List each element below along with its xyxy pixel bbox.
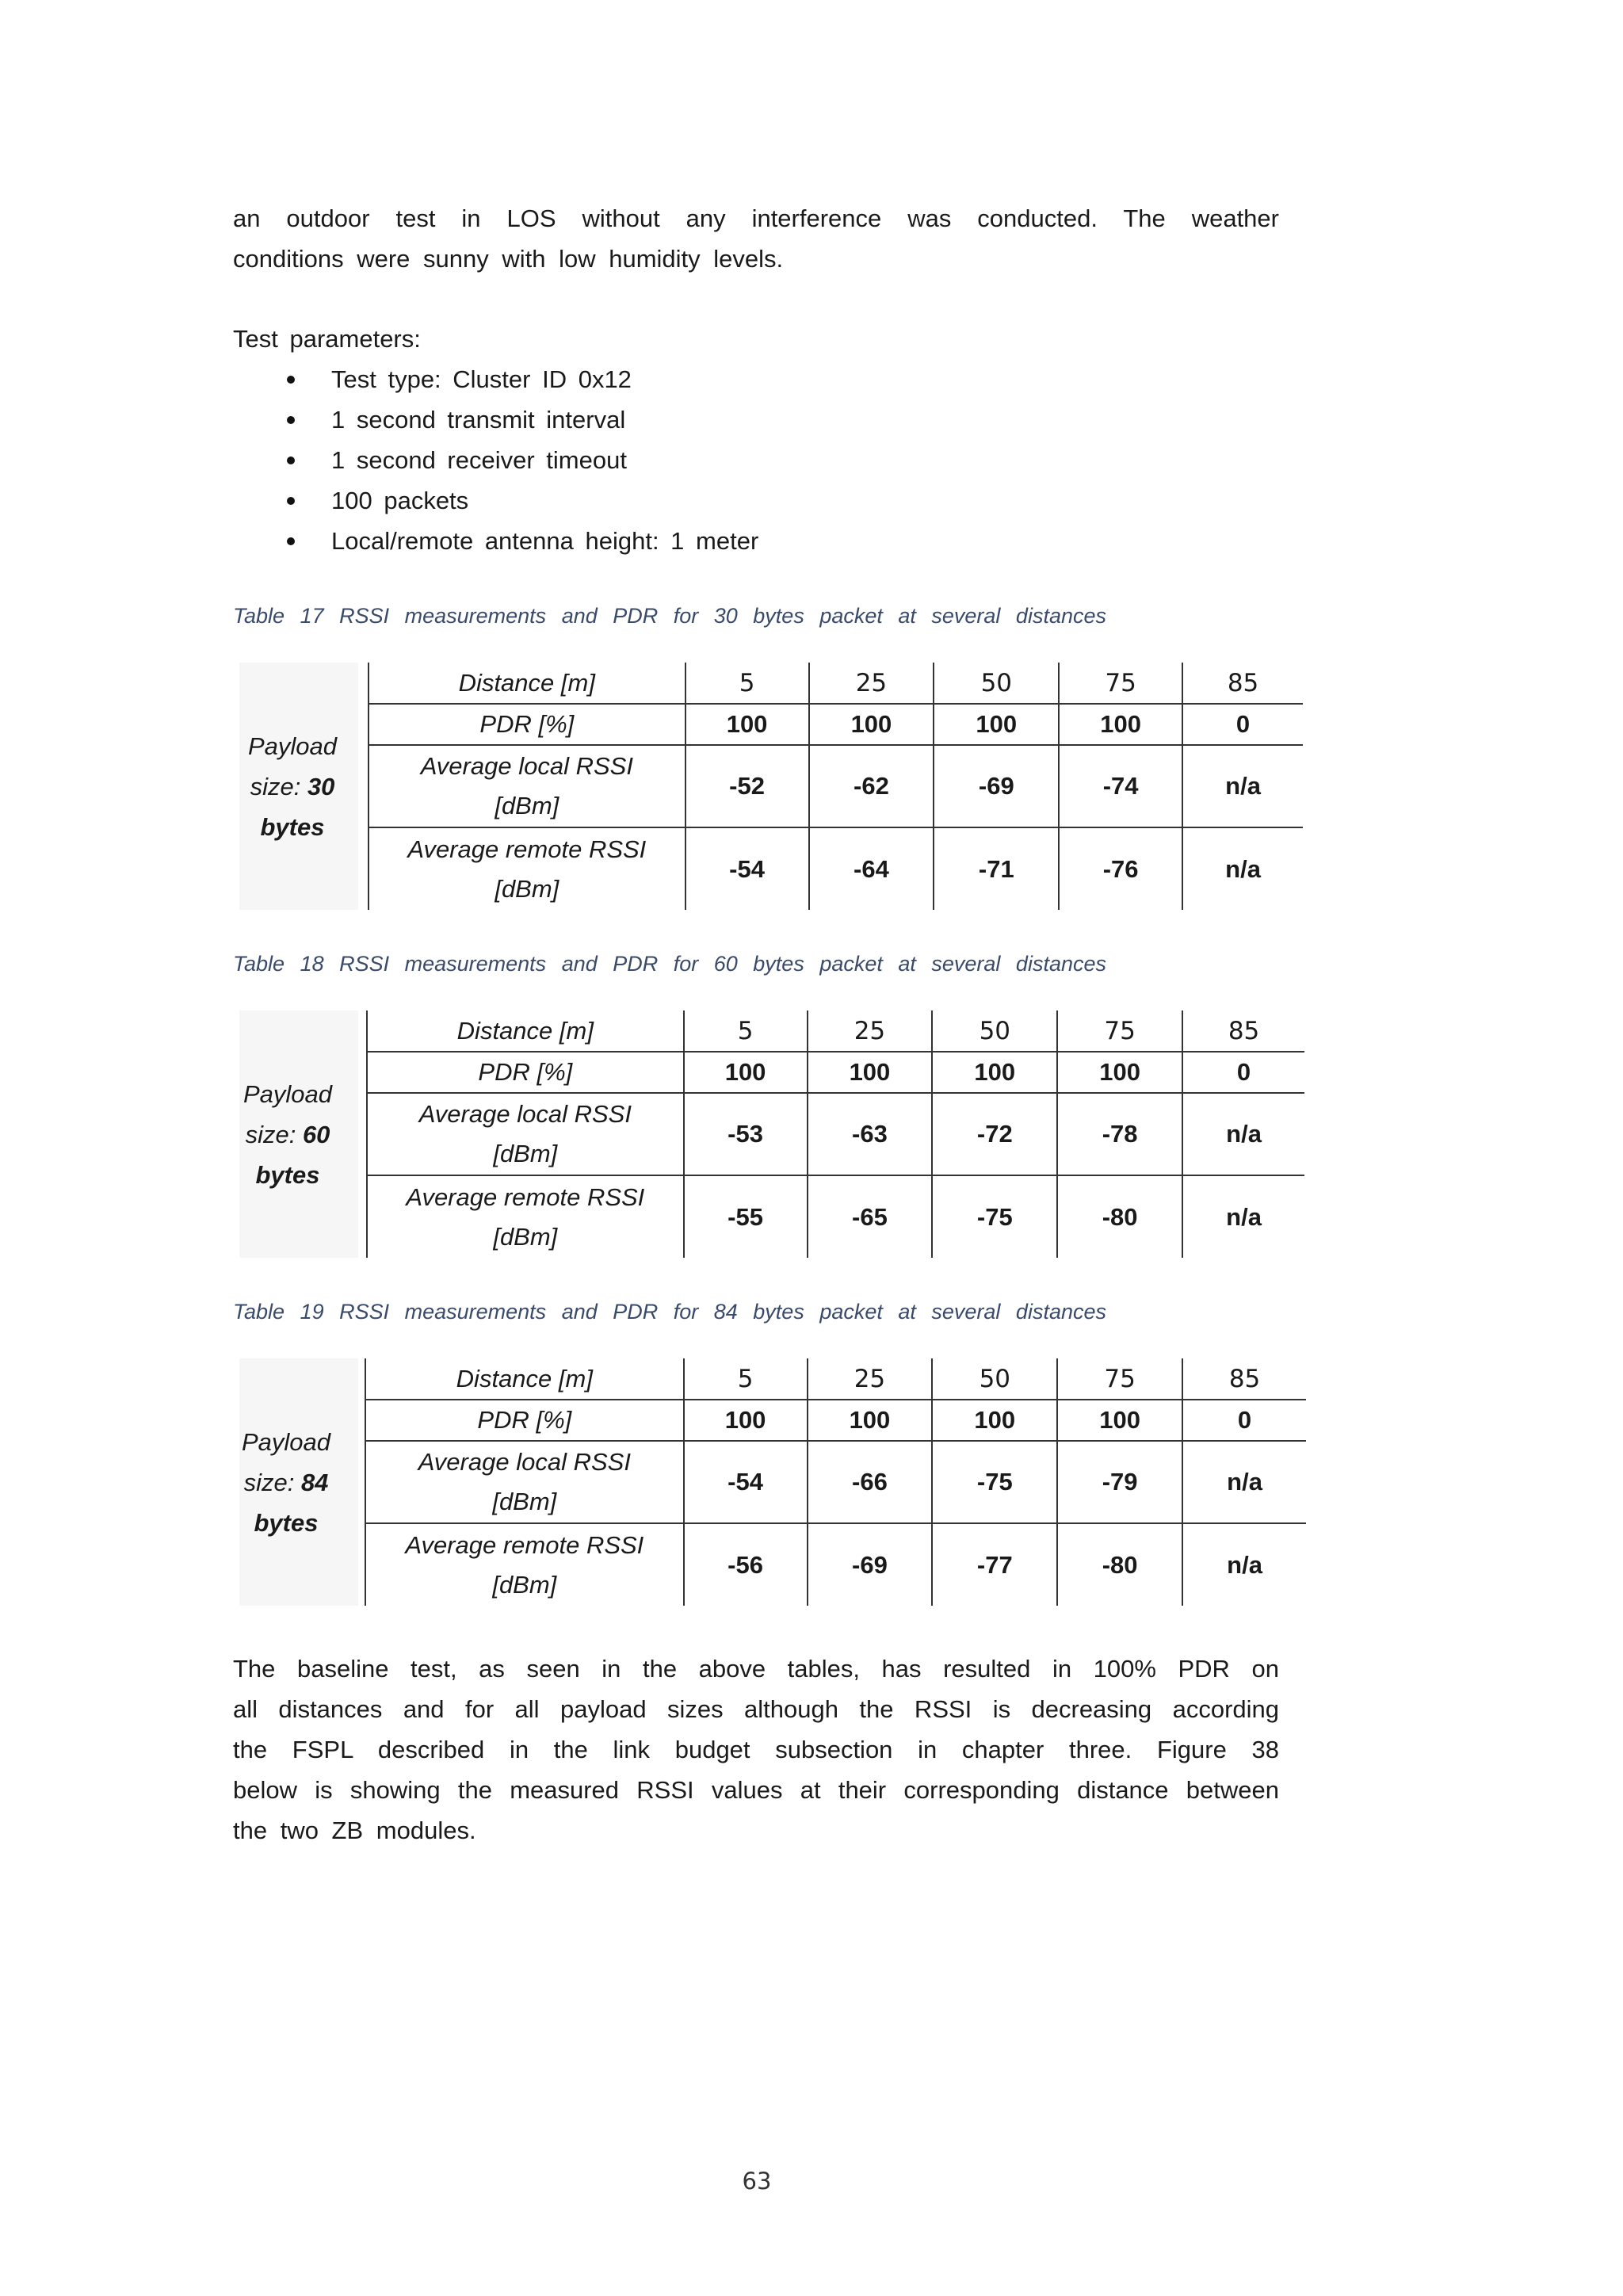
test-parameters-heading: Test parameters:: [233, 325, 421, 353]
table-row: Average remote RSSI [dBm] -56 -69 -77 -80 n/a: [365, 1523, 1306, 1606]
bullet-icon: [287, 457, 295, 464]
list-item: Test type: Cluster ID 0x12: [233, 359, 758, 399]
table-caption: Table 19 RSSI measurements and PDR for 84 bytes packet at several distances: [233, 1300, 1106, 1324]
table-row: Average local RSSI [dBm] -53 -63 -72 -78 n/a: [367, 1093, 1304, 1175]
intro-paragraph: [233, 198, 1279, 279]
table-row: PDR [%] 100 100 100 100 0: [367, 1052, 1304, 1093]
measurement-table: [366, 1010, 1304, 1258]
conclusion-paragraph: [233, 1648, 1279, 1851]
measurement-table-19: [233, 1358, 1303, 1606]
measurement-table-17: [233, 663, 1303, 910]
table-row: PDR [%] 100 100 100 100 0: [365, 1400, 1306, 1441]
conclusion-line-3: the FSPL described in the link budget subsection in chapter three. Figure 38: [233, 1736, 1279, 1763]
intro-line-2: conditions were sunny with low humidity levels.: [233, 245, 784, 273]
table-row: Distance [m] 5 25 50 75 85: [369, 663, 1303, 704]
list-item: 1 second receiver timeout: [233, 440, 758, 480]
payload-label: Payload size: 30 bytes: [247, 732, 338, 841]
bullet-icon: [287, 497, 295, 505]
list-item: Local/remote antenna height: 1 meter: [233, 521, 758, 561]
conclusion-line-5: the two ZB modules.: [233, 1817, 476, 1844]
conclusion-line-1: The baseline test, as seen in the above tables, has resulted in 100% PDR on: [233, 1655, 1279, 1683]
bullet-icon: [287, 376, 295, 384]
payload-label: Payload size: 84 bytes: [241, 1428, 331, 1537]
table-row: Average remote RSSI [dBm] -55 -65 -75 -80 n/a: [367, 1175, 1304, 1258]
conclusion-line-2: all distances and for all payload sizes although the RSSI is decreasing according: [233, 1695, 1279, 1723]
table-row: Distance [m] 5 25 50 75 85: [367, 1010, 1304, 1052]
bullet-icon: [287, 537, 295, 545]
page-number: 63: [742, 2168, 772, 2195]
table-row: Average local RSSI [dBm] -52 -62 -69 -74 n/a: [369, 745, 1303, 827]
conclusion-line-4: below is showing the measured RSSI values at their corresponding distance between: [233, 1776, 1279, 1804]
table-row: Distance [m] 5 25 50 75 85: [365, 1358, 1306, 1400]
measurement-table: [368, 663, 1303, 910]
test-parameters-list: [233, 359, 758, 561]
table-row: Average local RSSI [dBm] -54 -66 -75 -79 n/a: [365, 1441, 1306, 1523]
table-caption: Table 17 RSSI measurements and PDR for 30 bytes packet at several distances: [233, 604, 1106, 628]
measurement-table-18: [233, 1010, 1303, 1258]
table-row: PDR [%] 100 100 100 100 0: [369, 704, 1303, 745]
bullet-icon: [287, 416, 295, 424]
list-item: 1 second transmit interval: [233, 399, 758, 440]
table-caption: Table 18 RSSI measurements and PDR for 60 bytes packet at several distances: [233, 952, 1106, 976]
payload-label: Payload size: 60 bytes: [242, 1080, 333, 1189]
intro-line-1: an outdoor test in LOS without any interference was conducted. The weather: [233, 204, 1279, 232]
measurement-table: [365, 1358, 1306, 1606]
list-item: 100 packets: [233, 480, 758, 521]
table-row: Average remote RSSI [dBm] -54 -64 -71 -76 n/a: [369, 827, 1303, 910]
